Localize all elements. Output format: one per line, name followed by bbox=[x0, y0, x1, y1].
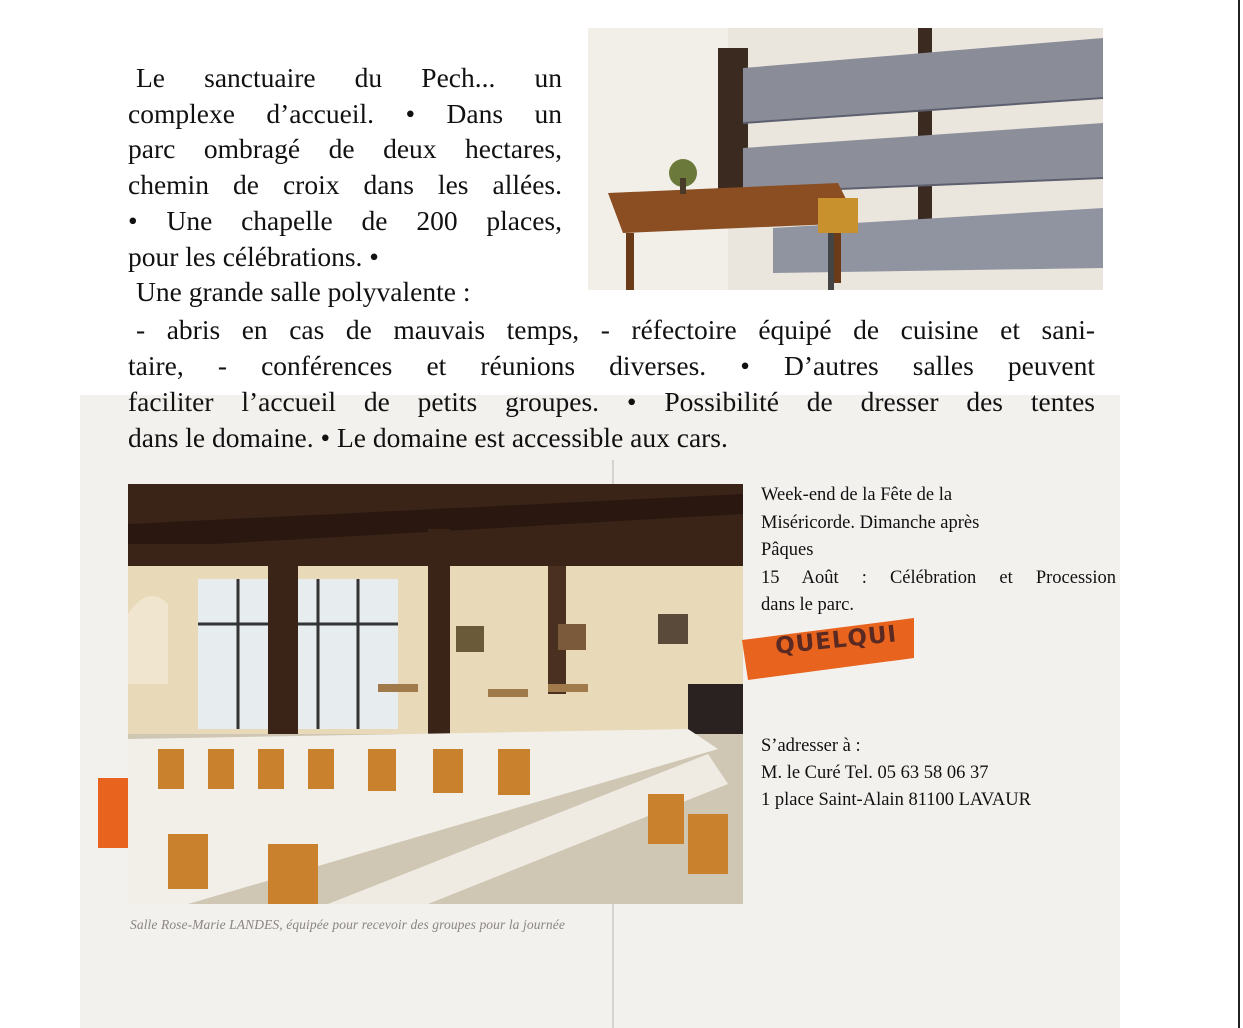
intro-line: parc ombragé de deux hectares, bbox=[128, 133, 562, 165]
intro-line: Le sanctuaire du Pech... un bbox=[136, 62, 562, 93]
intro-paragraph bbox=[128, 60, 562, 310]
contact-line: S’adresser à : bbox=[761, 736, 861, 756]
events-line: Pâques bbox=[761, 540, 814, 560]
quelques-banner bbox=[742, 618, 914, 680]
orange-tab-decoration bbox=[98, 778, 130, 848]
intro-line: Une grande salle polyvalente : bbox=[136, 276, 471, 308]
contact-block bbox=[761, 733, 1031, 814]
photo-caption: Salle Rose-Marie LANDES, équipée pour recevoir des groupes pour la journée bbox=[130, 917, 565, 932]
intro-line: • Une chapelle de 200 places, bbox=[128, 204, 562, 236]
body-paragraph bbox=[128, 312, 1095, 456]
body-line: faciliter l’accueil de petits groupes. • Possibilité de dresser des tentes bbox=[128, 386, 1095, 417]
intro-line: chemin de croix dans les allées. bbox=[128, 169, 562, 201]
intro-line: complexe d’accueil. • Dans un bbox=[128, 97, 562, 129]
events-line: dans le parc. bbox=[761, 595, 854, 615]
body-line: taire, - conférences et réunions diverses. • D’autres salles peuvent bbox=[128, 350, 1095, 381]
contact-line: 1 place Saint-Alain 81100 LAVAUR bbox=[761, 790, 1031, 810]
events-line: Miséricorde. Dimanche après bbox=[761, 512, 980, 533]
photo-dining-corner-image bbox=[588, 28, 1103, 290]
events-text bbox=[761, 482, 1116, 620]
banner-text: QUELQUI bbox=[774, 621, 899, 660]
photo-dining-hall bbox=[128, 484, 743, 904]
photo-dining-corner bbox=[588, 28, 1103, 290]
body-line: dans le domaine. • Le domaine est accessible aux cars. bbox=[128, 422, 728, 453]
page-edge bbox=[1238, 0, 1240, 1028]
events-line: Week-end de la Fête de la bbox=[761, 485, 953, 505]
intro-line: pour les célébrations. • bbox=[128, 240, 379, 272]
events-line: 15 Août : Célébration et Procession bbox=[761, 567, 1116, 588]
body-line: - abris en cas de mauvais temps, - réfectoire équipé de cuisine et sani- bbox=[136, 314, 1095, 345]
photo-dining-hall-image bbox=[128, 484, 743, 904]
contact-line: M. le Curé Tel. 05 63 58 06 37 bbox=[761, 763, 989, 783]
